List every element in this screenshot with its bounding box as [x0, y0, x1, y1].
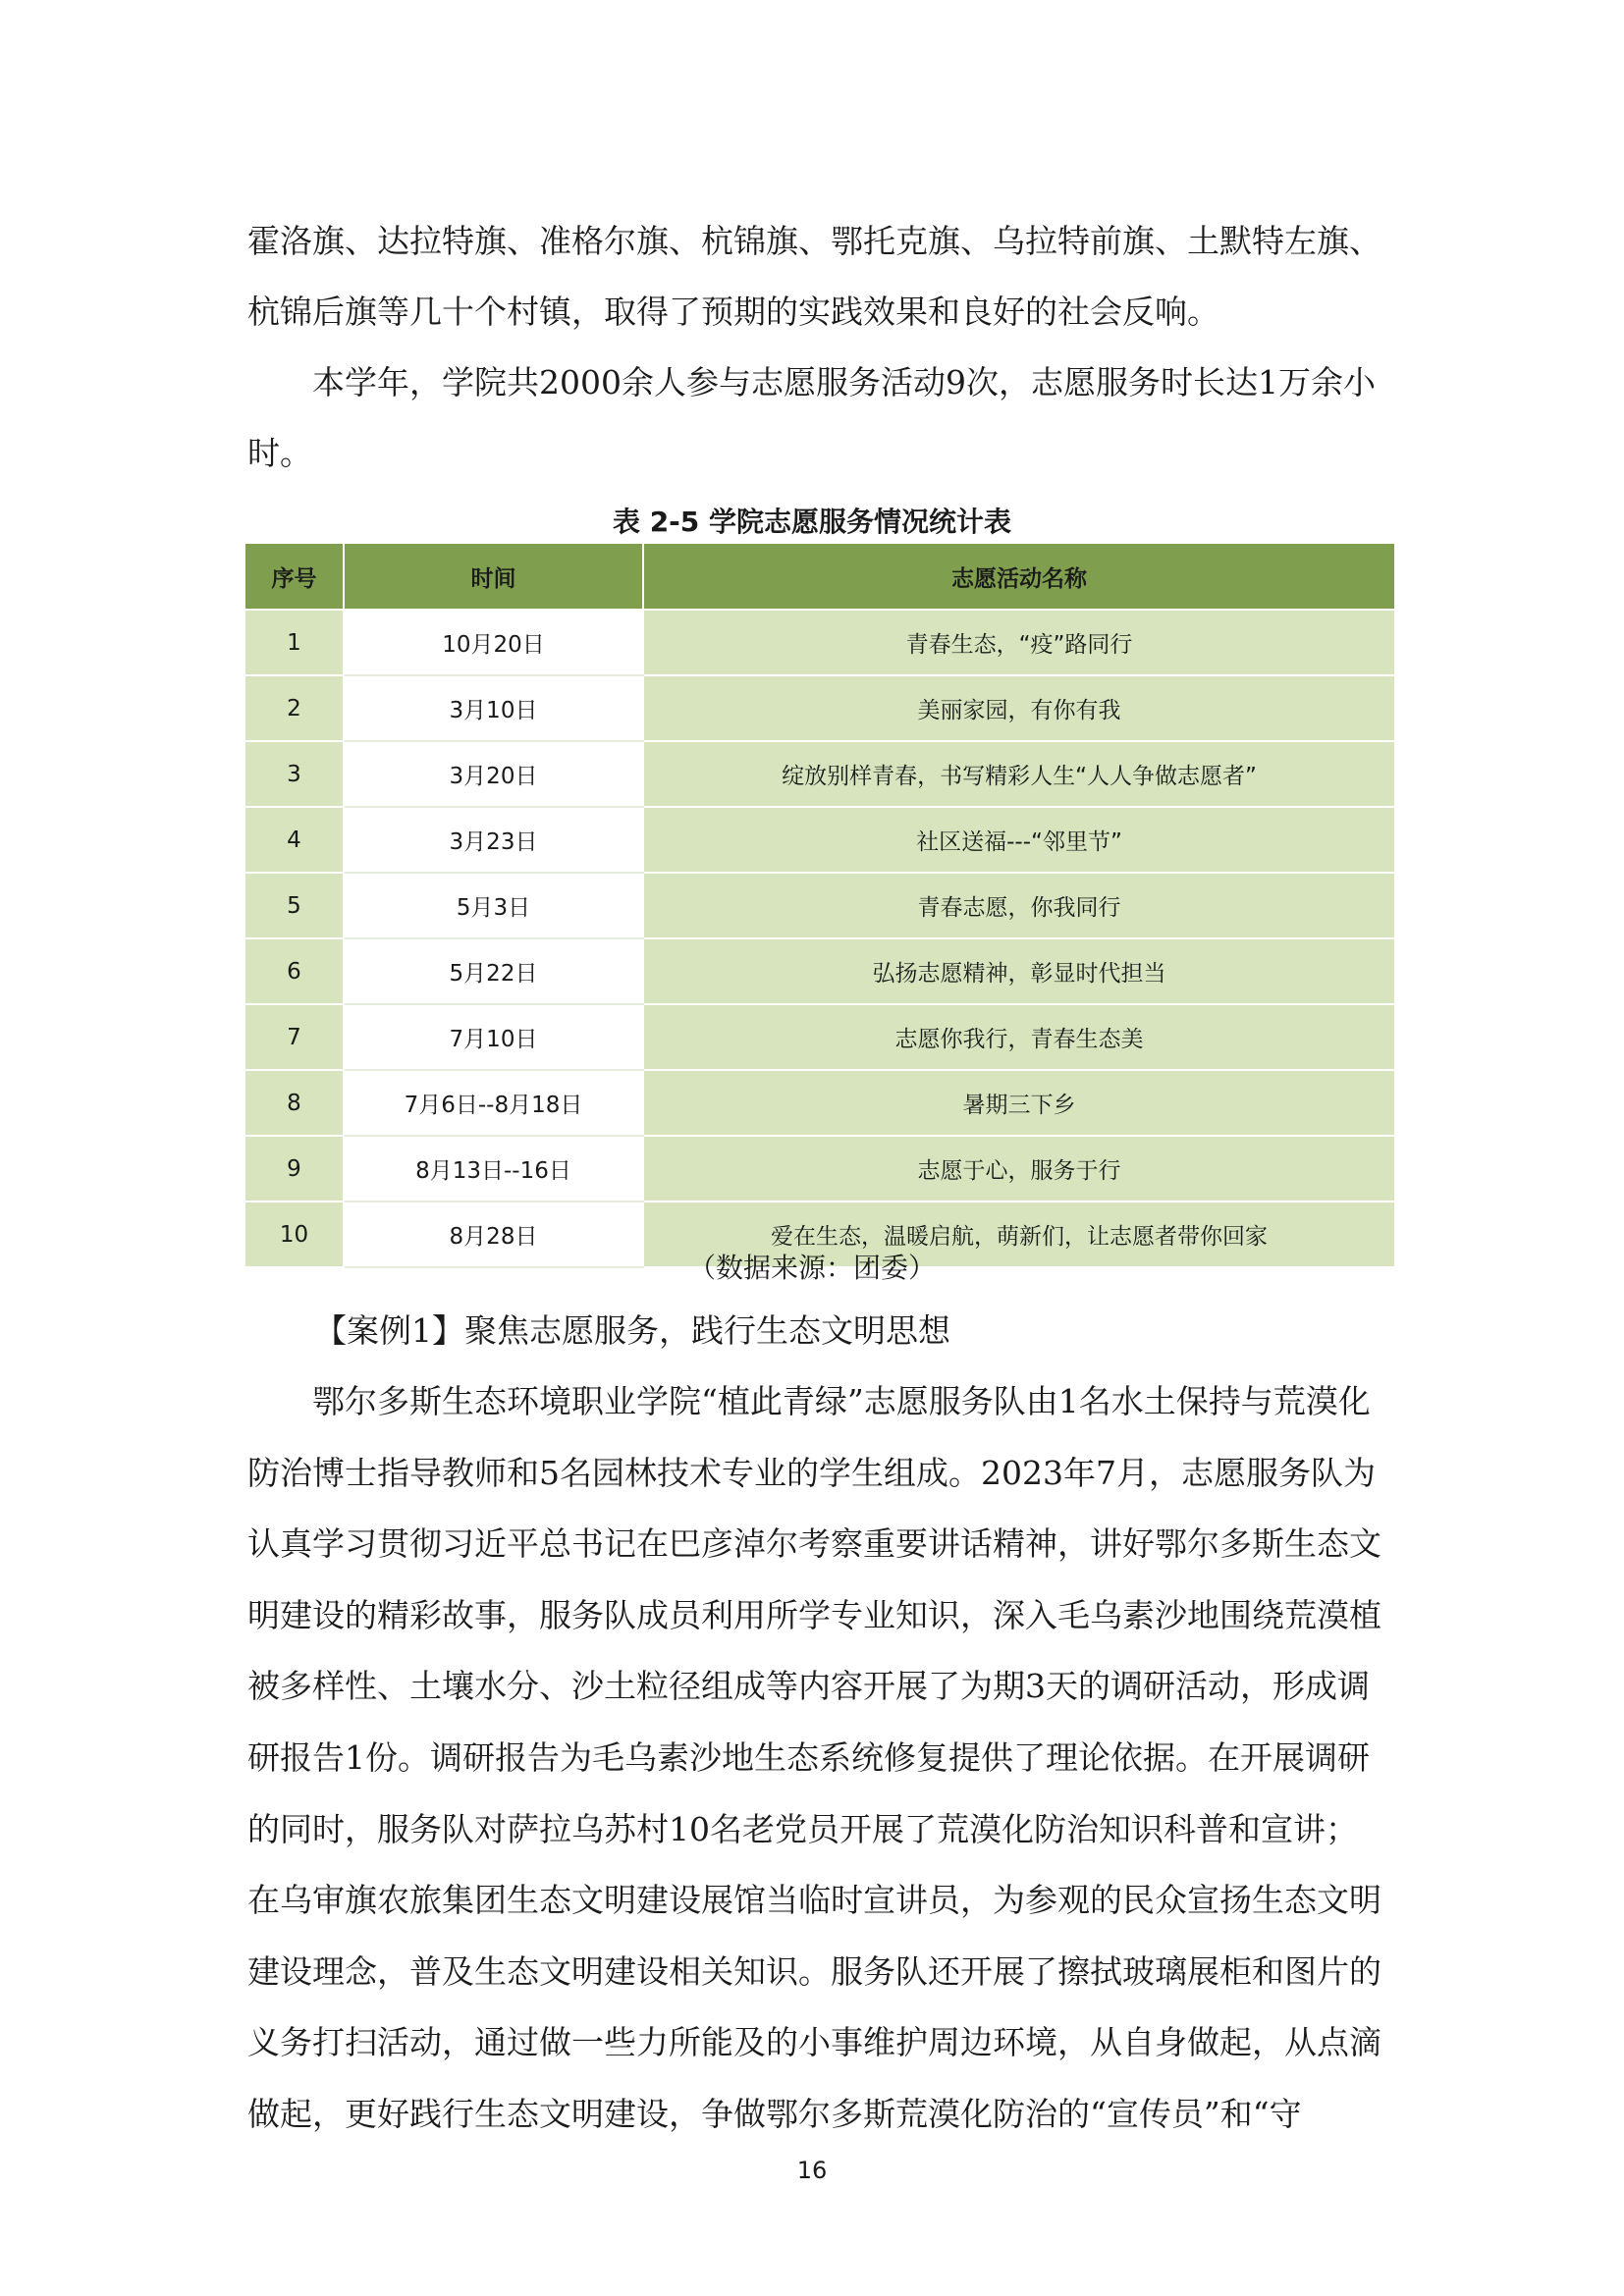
table-row [244, 938, 1395, 1004]
volunteer-stats-table [244, 542, 1396, 1268]
header-time: 时间 [344, 543, 643, 610]
cell-index: 2 [244, 675, 344, 741]
cell-activity: 青春志愿，你我同行 [643, 873, 1395, 938]
cell-activity: 美丽家园，有你有我 [643, 675, 1395, 741]
cell-time: 7月10日 [344, 1004, 643, 1070]
cell-time: 3月23日 [344, 807, 643, 873]
cell-activity: 绽放别样青春，书写精彩人生“人人争做志愿者” [643, 741, 1395, 807]
table-header-row [244, 543, 1395, 610]
cell-index: 1 [244, 610, 344, 675]
table-row [244, 807, 1395, 873]
table-source-note: （数据来源：团委） [687, 1252, 936, 1284]
cell-activity: 爱在生态，温暖启航，萌新们，让志愿者带你回家 [643, 1201, 1395, 1267]
cell-time: 10月20日 [344, 610, 643, 675]
header-index: 序号 [244, 543, 344, 610]
cell-time: 5月22日 [344, 938, 643, 1004]
cell-index: 10 [244, 1201, 344, 1267]
cell-activity: 青春生态，“疫”路同行 [643, 610, 1395, 675]
table-row [244, 1070, 1395, 1136]
case-paragraph: 鄂尔多斯生态环境职业学院“植此青绿”志愿服务队由1名水土保持与荒漠化防治博士指导教师和5名园林技术专业的学生组成。2023年7月，志愿服务队为认真学习贯彻习近平总书记在巴彦淖尔考察重要讲话精神，讲好鄂尔多斯生态文明建设的精彩故事，服务队成员利用所学专业知识，深入毛乌素沙地围绕荒漠植被多样性、土壤水分、沙土粒径组成等内容开展了为期3天的调研活动，形成调研报告1份。调研报告为毛乌素沙地生态系统修复提供了理论依据。在开展调研的同时，服务队对萨拉乌苏村10名老党员开展了荒漠化防治知识科普和宣讲；在乌审旗农旅集团生态文明建设展馆当临时宣讲员，为参观的民众宣扬生态文明建设理念，普及生态文明建设相关知识。服务队还开展了擦拭玻璃展柜和图片的义务打扫活动，通过做一些力所能及的小事维护周边环境，从自身做起，从点滴做起，更好践行生态文明建设，争做鄂尔多斯荒漠化防治的“宣传员”和“守 [247, 1382, 1381, 2133]
cell-activity: 志愿于心，服务于行 [643, 1136, 1395, 1201]
table-caption: 表 2-5 学院志愿服务情况统计表 [612, 506, 1012, 538]
page-number: 16 [796, 2157, 828, 2184]
cell-activity: 暑期三下乡 [643, 1070, 1395, 1136]
cell-time: 7月6日--8月18日 [344, 1070, 643, 1136]
cell-activity: 志愿你我行，青春生态美 [643, 1004, 1395, 1070]
cell-time: 5月3日 [344, 873, 643, 938]
header-activity: 志愿活动名称 [643, 543, 1395, 610]
cell-index: 7 [244, 1004, 344, 1070]
cell-index: 9 [244, 1136, 344, 1201]
table-row [244, 1004, 1395, 1070]
cell-activity: 弘扬志愿精神，彰显时代担当 [643, 938, 1395, 1004]
cell-activity: 社区送福---“邻里节” [643, 807, 1395, 873]
table-row [244, 741, 1395, 807]
cell-index: 5 [244, 873, 344, 938]
cell-index: 8 [244, 1070, 344, 1136]
cell-index: 6 [244, 938, 344, 1004]
cell-index: 3 [244, 741, 344, 807]
cell-time: 8月13日--16日 [344, 1136, 643, 1201]
table-row [244, 675, 1395, 741]
table-row [244, 610, 1395, 675]
cell-time: 3月10日 [344, 675, 643, 741]
summary-paragraph: 本学年，学院共2000余人参与志愿服务活动9次，志愿服务时长达1万余小时。 [247, 363, 1376, 472]
cell-time: 3月20日 [344, 741, 643, 807]
table-row [244, 1136, 1395, 1201]
intro-paragraph: 霍洛旗、达拉特旗、准格尔旗、杭锦旗、鄂托克旗、乌拉特前旗、土默特左旗、杭锦后旗等几十个村镇，取得了预期的实践效果和良好的社会反响。 [247, 222, 1381, 331]
cell-time: 8月28日 [344, 1201, 643, 1267]
cell-index: 4 [244, 807, 344, 873]
case-title: 【案例1】聚焦志愿服务，践行生态文明思想 [314, 1311, 950, 1350]
table-row [244, 873, 1395, 938]
